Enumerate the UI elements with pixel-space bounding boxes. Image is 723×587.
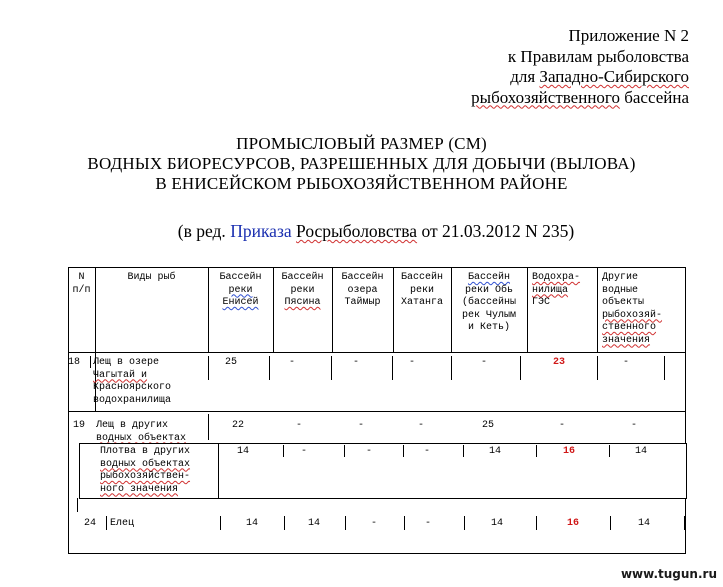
value-cell: 14 xyxy=(490,518,503,529)
header-species xyxy=(95,272,208,285)
value-cell: - xyxy=(357,420,364,431)
value-cell: 25 xyxy=(224,357,237,368)
header-taymyr xyxy=(332,272,393,310)
edition-note: (в ред. Приказа Росрыболовства от 21.03.2012 N 235) xyxy=(177,221,575,241)
header-line: нилища xyxy=(532,284,569,296)
value-cell: 14 xyxy=(637,518,650,529)
value-cell: 14 xyxy=(245,518,258,529)
text-separator xyxy=(284,516,285,530)
value-cell: 16 xyxy=(562,446,575,457)
header-line: (бассейны xyxy=(461,297,516,308)
header-line: значения xyxy=(602,334,651,346)
header-line: Таймыр xyxy=(344,297,381,308)
value-cell: 14 xyxy=(236,446,249,457)
appendix-number: Приложение N 2 xyxy=(568,26,689,45)
value-cell: - xyxy=(295,420,302,431)
species-line: Плотва в других xyxy=(100,446,191,457)
site-watermark: www.tugun.ru xyxy=(620,567,717,581)
header-ob xyxy=(451,272,527,335)
header-num-line: п/п xyxy=(72,284,91,296)
row-num: 24 xyxy=(83,518,96,529)
title-line-3: В ЕНИСЕЙСКОМ РЫБОХОЗЯЙСТВЕННОМ РАЙОНЕ xyxy=(155,174,568,193)
value-cell: - xyxy=(370,518,377,529)
text-separator xyxy=(464,516,465,530)
appendix-header xyxy=(471,26,689,108)
text-separator xyxy=(220,516,221,530)
species-line: Лещ в других xyxy=(96,420,169,431)
header-line: реки xyxy=(290,284,315,296)
value-cell: 16 xyxy=(566,518,579,529)
header-line: рек Чулым xyxy=(461,309,516,321)
header-line: объекты xyxy=(602,297,645,308)
header-khatanga xyxy=(393,272,451,310)
header-line: Бассейн xyxy=(400,272,443,283)
species-line: водных объектах xyxy=(96,432,187,444)
value-cell: - xyxy=(423,446,430,457)
row-species xyxy=(96,420,208,445)
header-line: ственного xyxy=(602,322,657,333)
text-separator xyxy=(520,356,521,380)
value-cell: - xyxy=(288,357,295,368)
document-title xyxy=(0,134,723,194)
species-line: Красноярского xyxy=(93,382,172,393)
header-line: ГЭС xyxy=(532,297,551,308)
text-separator xyxy=(684,516,685,530)
header-line: Бассейн xyxy=(467,272,510,283)
text-separator xyxy=(218,443,219,499)
value-cell: 22 xyxy=(231,420,244,431)
col-divider xyxy=(597,267,598,352)
species-line: ного значения xyxy=(100,483,179,495)
text-separator xyxy=(597,356,598,380)
header-line: Другие xyxy=(602,272,639,283)
header-line: Водохра- xyxy=(532,272,581,283)
text-separator xyxy=(77,498,78,512)
value-cell: - xyxy=(424,518,431,529)
row-species xyxy=(100,446,218,496)
value-cell: - xyxy=(630,420,637,431)
row-num: 18 xyxy=(67,357,80,368)
header-line: Бассейн xyxy=(281,272,324,283)
header-line: озера xyxy=(347,284,378,296)
appendix-basin-line: для Западно-Сибирского xyxy=(510,67,689,86)
value-cell: - xyxy=(622,357,629,368)
appendix-basin-line-2: рыбохозяйственного бассейна xyxy=(471,87,689,107)
value-cell: 14 xyxy=(488,446,501,457)
header-ges xyxy=(532,272,596,310)
species-line: Елец xyxy=(110,518,135,529)
header-num-line: N xyxy=(78,272,85,283)
title-line-2: ВОДНЫХ БИОРЕСУРСОВ, РАЗРЕШЕННЫХ ДЛЯ ДОБЫЧИ (ВЫЛОВА) xyxy=(87,154,636,173)
row-species xyxy=(110,518,218,531)
header-pyasina xyxy=(273,272,332,310)
header-species-line: Виды рыб xyxy=(127,272,176,283)
text-separator xyxy=(331,356,332,380)
title-line-1: ПРОМЫСЛОВЫЙ РАЗМЕР (СМ) xyxy=(236,134,487,153)
species-line: водных объектах xyxy=(100,458,191,470)
text-separator xyxy=(345,516,346,530)
row-num: 19 xyxy=(72,420,85,431)
value-cell: - xyxy=(408,357,415,368)
text-separator xyxy=(664,356,665,380)
header-other xyxy=(602,272,684,347)
text-separator xyxy=(686,445,687,457)
species-line: Чагытай и xyxy=(93,369,148,381)
header-line: реки xyxy=(228,284,253,296)
text-separator xyxy=(106,516,107,530)
col-divider xyxy=(527,267,528,352)
species-line: водохранилища xyxy=(93,394,172,406)
value-cell: - xyxy=(365,446,372,457)
value-cell: 23 xyxy=(552,357,565,368)
text-separator xyxy=(208,414,209,440)
value-cell: - xyxy=(417,420,424,431)
value-cell: 25 xyxy=(481,420,494,431)
header-line: водные xyxy=(602,284,639,296)
row-divider xyxy=(68,352,686,353)
header-line: Пясина xyxy=(284,297,321,308)
order-link[interactable]: Приказа xyxy=(230,221,292,241)
text-separator xyxy=(90,356,91,368)
header-line: реки Обь xyxy=(464,284,513,296)
row-species xyxy=(93,357,205,407)
species-line: Лещ в озере xyxy=(93,357,160,368)
header-line: Бассейн xyxy=(219,272,262,283)
text-separator xyxy=(536,516,537,530)
header-line: рыбохозяй- xyxy=(602,309,663,321)
text-separator xyxy=(610,516,611,530)
value-cell: 14 xyxy=(634,446,647,457)
text-separator xyxy=(269,356,270,380)
header-line: Хатанга xyxy=(400,297,443,308)
species-line: рыбохозяйствен- xyxy=(100,471,191,482)
text-separator xyxy=(451,356,452,380)
value-cell: - xyxy=(558,420,565,431)
row-divider xyxy=(68,411,686,412)
value-cell: 14 xyxy=(307,518,320,529)
value-cell: - xyxy=(300,446,307,457)
header-enisey xyxy=(208,272,273,310)
header-num xyxy=(68,272,95,297)
text-separator xyxy=(404,516,405,530)
header-line: Енисей xyxy=(222,297,259,308)
header-line: реки xyxy=(409,284,434,296)
text-separator xyxy=(344,445,345,457)
value-cell: - xyxy=(352,357,359,368)
appendix-rules: к Правилам рыболовства xyxy=(507,46,689,66)
header-line: и Кеть) xyxy=(467,322,510,333)
value-cell: - xyxy=(480,357,487,368)
header-line: Бассейн xyxy=(341,272,384,283)
